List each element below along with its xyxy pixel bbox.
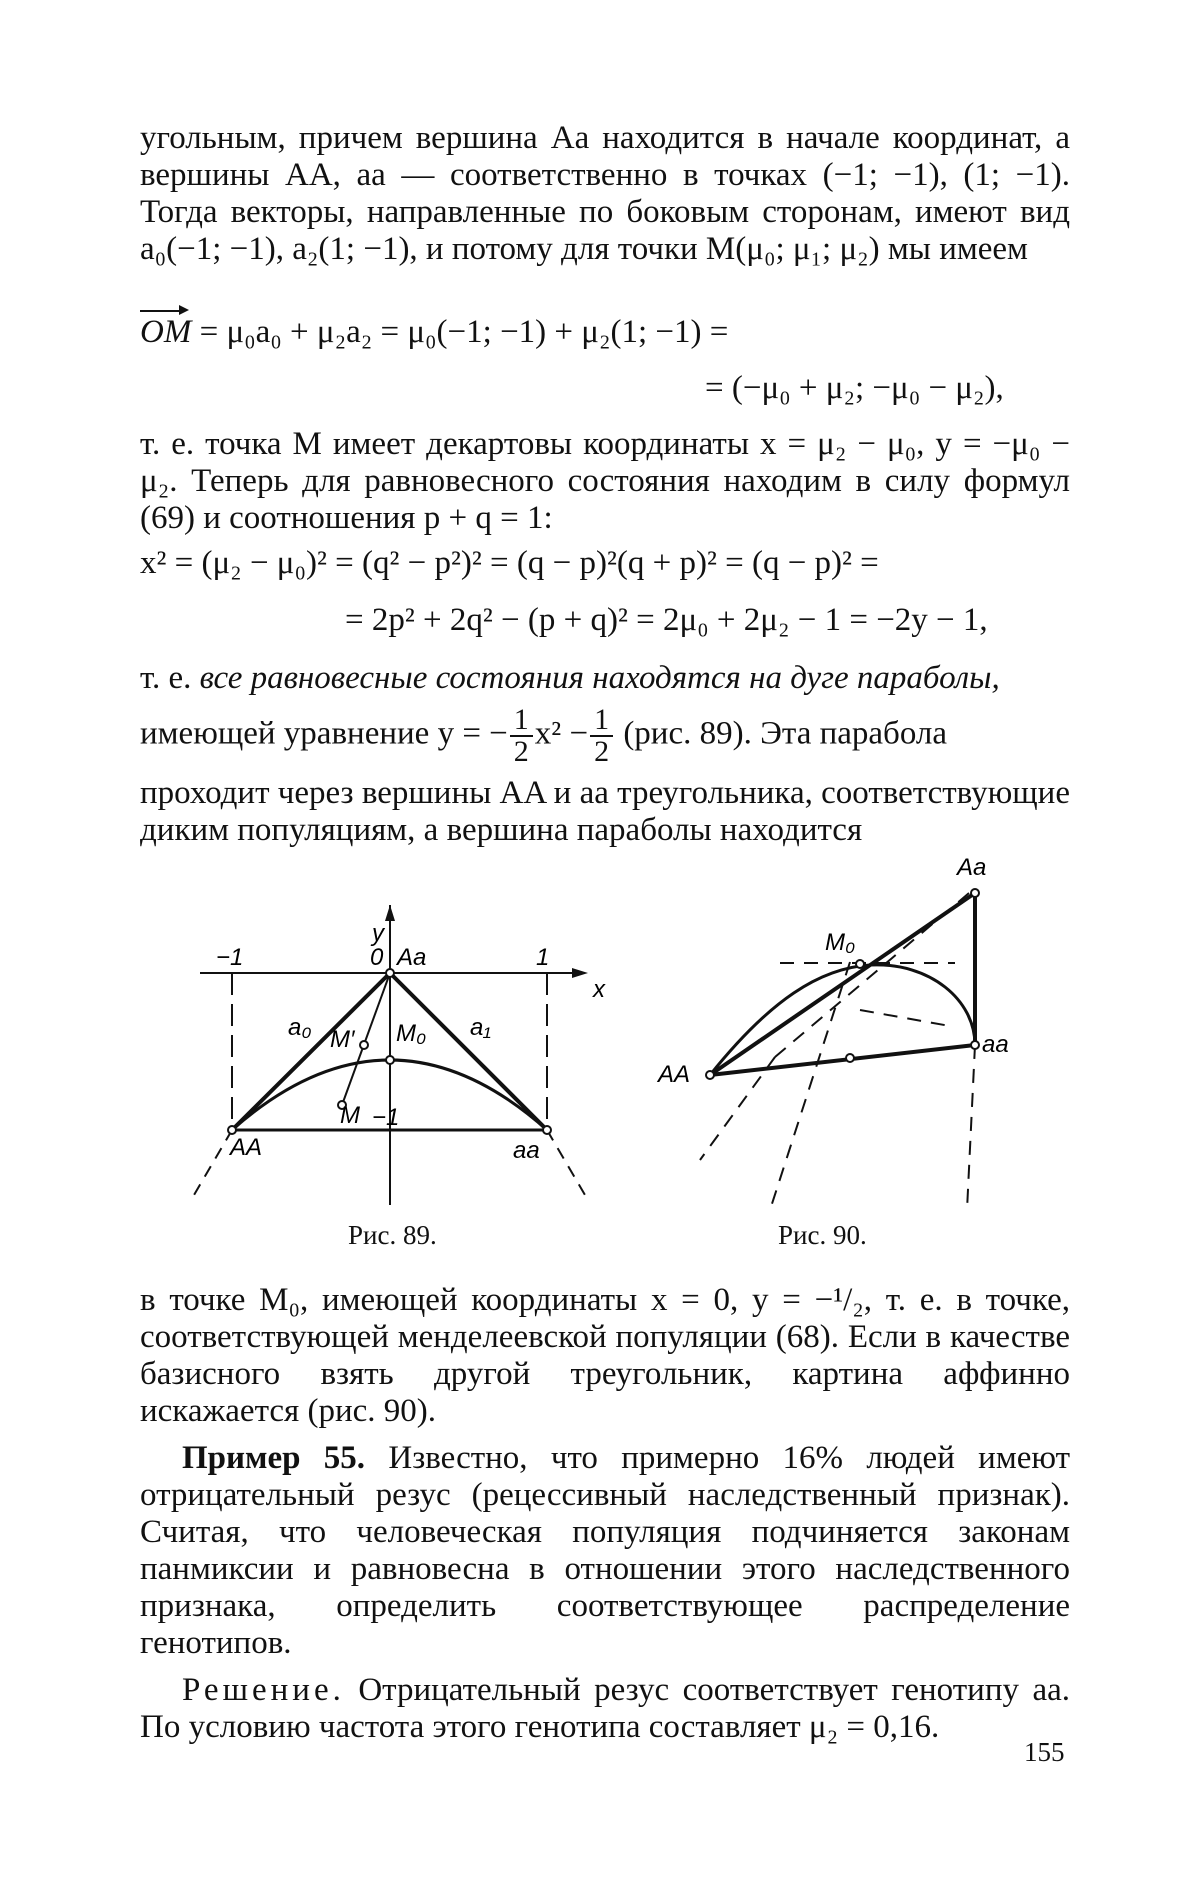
x-axis-arrow: [572, 968, 588, 978]
point-aa: [971, 1041, 979, 1049]
parabola-equation-end: (рис. 89). Эта парабола: [623, 715, 948, 752]
conclusion-paragraph: [140, 660, 1070, 849]
solution-text: Отрицательный резус соответствует генотипу aa. По условию частота этого генотипа составляет μ₂ = 0,16.: [140, 1672, 1070, 1745]
point-Aa: [971, 889, 979, 897]
page-number: 155: [1024, 1737, 1065, 1767]
equation-x-squared-continued: = 2p² + 2q² − (p + q)² = 2μ₀ + 2μ₂ − 1 = −2y − 1,: [345, 602, 988, 638]
intro-text: угольным, причем вершина Aa находится в начале координат, а вершины AA, aa — соответственно в точках (−1; −1), (1; −1). Тогда векторы, направленные по боковым сторонам, имеют вид a₀(−1; −1), a₂(1; −1), и потому для точки M(μ₀; μ₁; μ₂) мы имеем: [140, 120, 1070, 267]
fraction-one-half-b: $\frac{1}{2}$: [590, 705, 613, 767]
equation-x-squared: x² = (μ₂ − μ₀)² = (q² − p²)² = (q − p)²(q + p)² = (q − p)² =: [140, 545, 879, 581]
label-Aa: Aa: [957, 854, 987, 881]
label-a1: a₁: [470, 1014, 491, 1041]
point-M0: [856, 960, 864, 968]
example-55: [140, 1440, 1070, 1662]
parabola-ext-left: [194, 1130, 232, 1195]
vector-a1: [390, 973, 547, 1130]
point-AA: [706, 1071, 714, 1079]
label-AA: AA: [658, 1061, 691, 1088]
label-M0: M₀: [825, 929, 856, 956]
vector-om: OM: [140, 314, 192, 350]
after-figures-paragraph: [140, 1282, 1070, 1746]
point-M0: [386, 1056, 394, 1064]
label-M0: M₀: [396, 1020, 427, 1047]
label-Aa-vertex: Aa: [397, 944, 427, 971]
label-minus-one: −1: [216, 944, 244, 971]
label-one: 1: [536, 944, 550, 971]
label-zero: 0: [370, 944, 384, 971]
label-aa: aa: [513, 1137, 540, 1164]
label-aa: aa: [982, 1031, 1009, 1058]
point-aa-top: [386, 969, 394, 977]
label-minus-one-y: −1: [372, 1104, 400, 1131]
solution-label: Решение.: [182, 1672, 345, 1708]
intro-paragraph: [140, 120, 1070, 268]
figure-90-caption: Рис. 90.: [778, 1220, 867, 1250]
fraction-one-half: $\frac{1}{2}$: [510, 705, 533, 767]
point-aa: [543, 1126, 551, 1134]
mendeleev-text: в точке M₀, имеющей координаты x = 0, y = −¹/₂, т. е. в точке, соответствующей менделеевской популяции (68). Если в качестве базисного взять другой треугольник, картина аффинно искажается (рис. 90).: [140, 1282, 1070, 1429]
parabola-equation-mid: x² −: [534, 715, 589, 752]
example-text: Известно, что примерно 16% людей имеют отрицательный резус (рецессивный наследственный признак). Считая, что человеческая популяция подчиняется законам панмиксии и равновесна в отношении этого наследственного признака, определить соответствующее распределение генотипов.: [140, 1440, 1070, 1661]
dashed-diagonal: [860, 1010, 950, 1026]
conclusion-line1: [140, 660, 1070, 697]
vector-a0: [232, 973, 390, 1130]
example-label: Пример 55.: [182, 1440, 366, 1476]
label-M-prime: M′: [330, 1026, 355, 1053]
equation-om-continued: = (−μ₀ + μ₂; −μ₀ − μ₂),: [705, 370, 1004, 406]
conclusion-rest: проходит через вершины AA и aa треугольника, соответствующие диким популяциям, а вершина параболы находится: [140, 775, 1070, 848]
y-axis-arrow: [385, 905, 395, 921]
conclusion-italic: все равновесные состояния находятся на дуге параболы,: [199, 660, 1000, 696]
dashed-right-ext: [967, 1045, 975, 1210]
conclusion-prefix: т. е.: [140, 660, 200, 696]
parabola-equation-start: имеющей уравнение y = −: [140, 715, 508, 752]
solution: [140, 1672, 1070, 1746]
figure-90: [650, 850, 1050, 1210]
label-M: M: [340, 1102, 360, 1129]
figure-89: [180, 905, 620, 1225]
equation-om-rhs: = μ₀a₀ + μ₂a₂ = μ₀(−1; −1) + μ₂(1; −1) =: [199, 314, 729, 350]
point-base-mid: [846, 1054, 854, 1062]
dashed-vertical: [770, 962, 850, 1210]
equation-om: [140, 314, 728, 351]
point-AA: [228, 1126, 236, 1134]
figure-89-caption: Рис. 89.: [348, 1220, 437, 1250]
conclusion-line2: [140, 705, 1070, 767]
label-y: y: [372, 920, 384, 947]
label-AA: AA: [230, 1134, 263, 1161]
coordinates-text: т. е. точка M имеет декартовы координаты x = μ₂ − μ₀, y = −μ₀ − μ₂. Теперь для равновесного состояния находим в силу формул (69) и соотношения p + q = 1:: [140, 426, 1070, 536]
coordinates-paragraph: [140, 426, 1070, 537]
label-a0: a₀: [288, 1014, 312, 1041]
point-M-prime: [360, 1041, 368, 1049]
parabola-ext-right: [547, 1130, 585, 1195]
label-x: x: [593, 976, 605, 1003]
